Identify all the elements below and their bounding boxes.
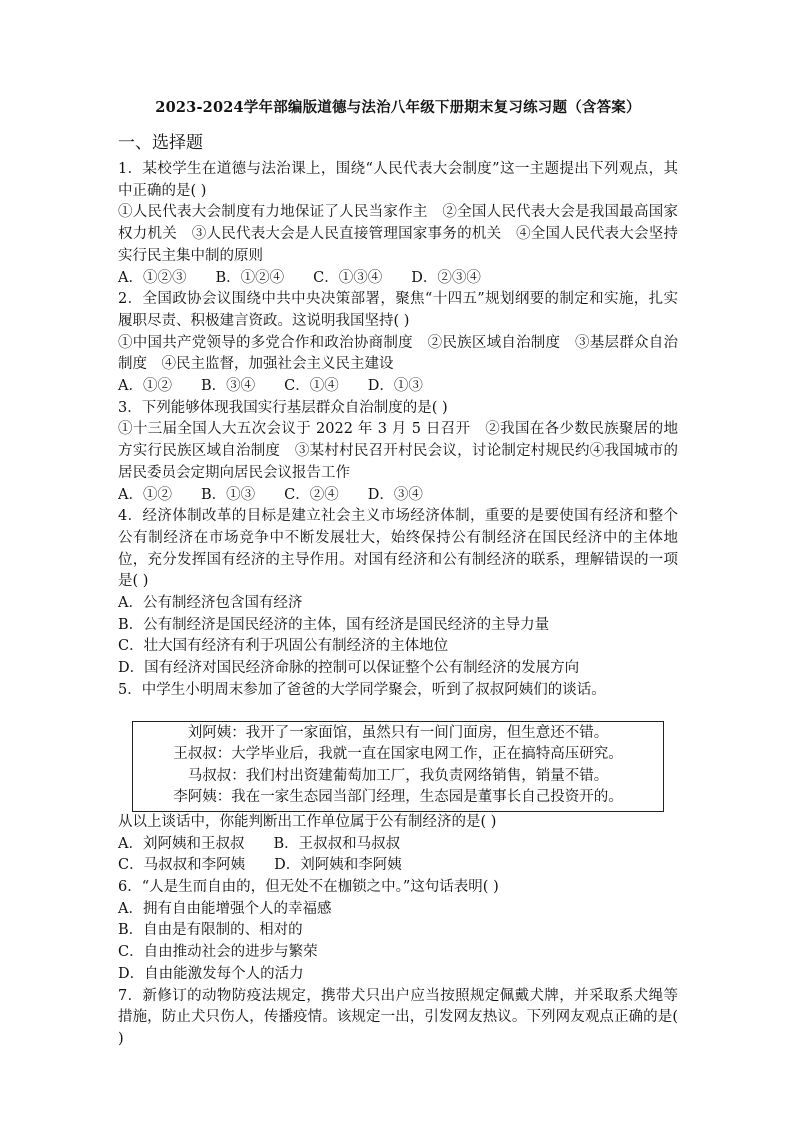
question-5-options-cd: C．马叔叔和李阿姨 D．刘阿姨和李阿姨 <box>118 857 402 874</box>
question-6-option-d: D．自由能激发每个人的活力 <box>118 965 304 982</box>
question-3 <box>118 398 678 507</box>
question-2-statements: ①中国共产党领导的多党合作和政治协商制度 ②民族区域自治制度 ③基层群众自治制度 ④民主监督，加强社会主义民主建设 <box>118 334 678 373</box>
question-6 <box>118 877 678 986</box>
question-6-option-c: C．自由推动社会的进步与繁荣 <box>118 944 318 961</box>
question-6-option-a: A．拥有自由能增强个人的幸福感 <box>118 900 332 917</box>
dialogue-line: 刘阿姨：我开了一家面馆，虽然只有一间门面房，但生意还不错。 <box>187 724 609 741</box>
question-2 <box>118 289 678 398</box>
question-5 <box>118 680 678 877</box>
question-1-stem: 1．某校学生在道德与法治课上，围绕“人民代表大会制度”这一主题提出下列观点，其中正确的是( ) <box>118 161 678 199</box>
question-3-stem: 3．下列能够体现我国实行基层群众自治制度的是( ) <box>118 399 448 416</box>
question-6-option-b: B．自由是有限制的、相对的 <box>118 922 303 939</box>
document-body <box>118 159 678 1051</box>
question-4-option-a: A．公有制经济包含国有经济 <box>118 595 303 612</box>
question-4 <box>118 506 678 680</box>
dialogue-line: 李阿姨：我在一家生态园当部门经理，生态园是董事长自己投资开的。 <box>173 789 623 806</box>
question-4-option-c: C．壮大国有经济有利于巩固公有制经济的主体地位 <box>118 638 449 655</box>
document-title: 2023-2024学年部编版道德与法治八年级下册期末复习练习题（含答案） <box>155 99 641 116</box>
section-heading: 一、选择题 <box>118 133 203 153</box>
question-7 <box>118 986 678 1051</box>
dialogue-line: 马叔叔：我们村出资建葡萄加工厂，我负责网络销售，销量不错。 <box>187 767 609 784</box>
question-1-options: A．①②③ B．①②④ C．①③④ D．②③④ <box>118 269 481 286</box>
dialogue-line: 王叔叔：大学毕业后，我就一直在国家电网工作，正在搞特高压研究。 <box>173 746 623 763</box>
question-6-stem: 6．“人是生而自由的，但无处不在枷锁之中。”这句话表明( ) <box>118 879 499 896</box>
question-5-question: 从以上谈话中，你能判断出工作单位属于公有制经济的是( ) <box>118 813 497 830</box>
question-3-statements: ①十三届全国人大五次会议于 2022 年 3 月 5 日召开 ②我国在各少数民族聚居的地方实行民族区域自治制度 ③某村村民召开村民会议，讨论制定村规民约④我国城市的居民委员会定期向居民会议报告工作 <box>118 421 678 481</box>
question-3-options: A．①② B．①③ C．②④ D．③④ <box>118 486 423 503</box>
question-7-stem: 7．新修订的动物防疫法规定，携带犬只出户应当按照规定佩戴犬牌，并采取系犬绳等措施，防止犬只伤人，传播疫情。该规定一出，引发网友热议。下列网友观点正确的是( ) <box>118 987 678 1047</box>
question-4-stem: 4．经济体制改革的目标是建立社会主义市场经济体制，重要的是要使国有经济和整个公有制经济在市场竞争中不断发展壮大，始终保持公有制经济在国民经济中的主体地位，充分发挥国有经济的主导作用。对国有经济和公有制经济的联系，理解错误的一项是( ) <box>118 508 678 590</box>
question-2-options: A．①② B．③④ C．①④ D．①③ <box>118 378 423 395</box>
question-5-stem: 5．中学生小明周末参加了爸爸的大学同学聚会，听到了叔叔阿姨们的谈话。 <box>118 681 606 698</box>
question-4-option-b: B．公有制经济是国民经济的主体，国有经济是国民经济的主导力量 <box>118 616 550 633</box>
dialogue-box <box>132 721 664 812</box>
question-5-options-ab: A．刘阿姨和王叔叔 B．王叔叔和马叔叔 <box>118 835 401 852</box>
question-4-option-d: D．国有经济对国民经济命脉的控制可以保证整个公有制经济的发展方向 <box>118 660 580 677</box>
question-1 <box>118 159 678 289</box>
question-2-stem: 2．全国政协会议围绕中共中央决策部署，聚焦“十四五”规划纲要的制定和实施，扎实履职尽责、积极建言资政。这说明我国坚持( ) <box>118 291 678 329</box>
question-1-statements: ①人民代表大会制度有力地保证了人民当家作主 ②全国人民代表大会是我国最高国家权力机关 ③人民代表大会是人民直接管理国家事务的机关 ④全国人民代表大会坚持实行民主集中制的原则 <box>118 204 678 264</box>
